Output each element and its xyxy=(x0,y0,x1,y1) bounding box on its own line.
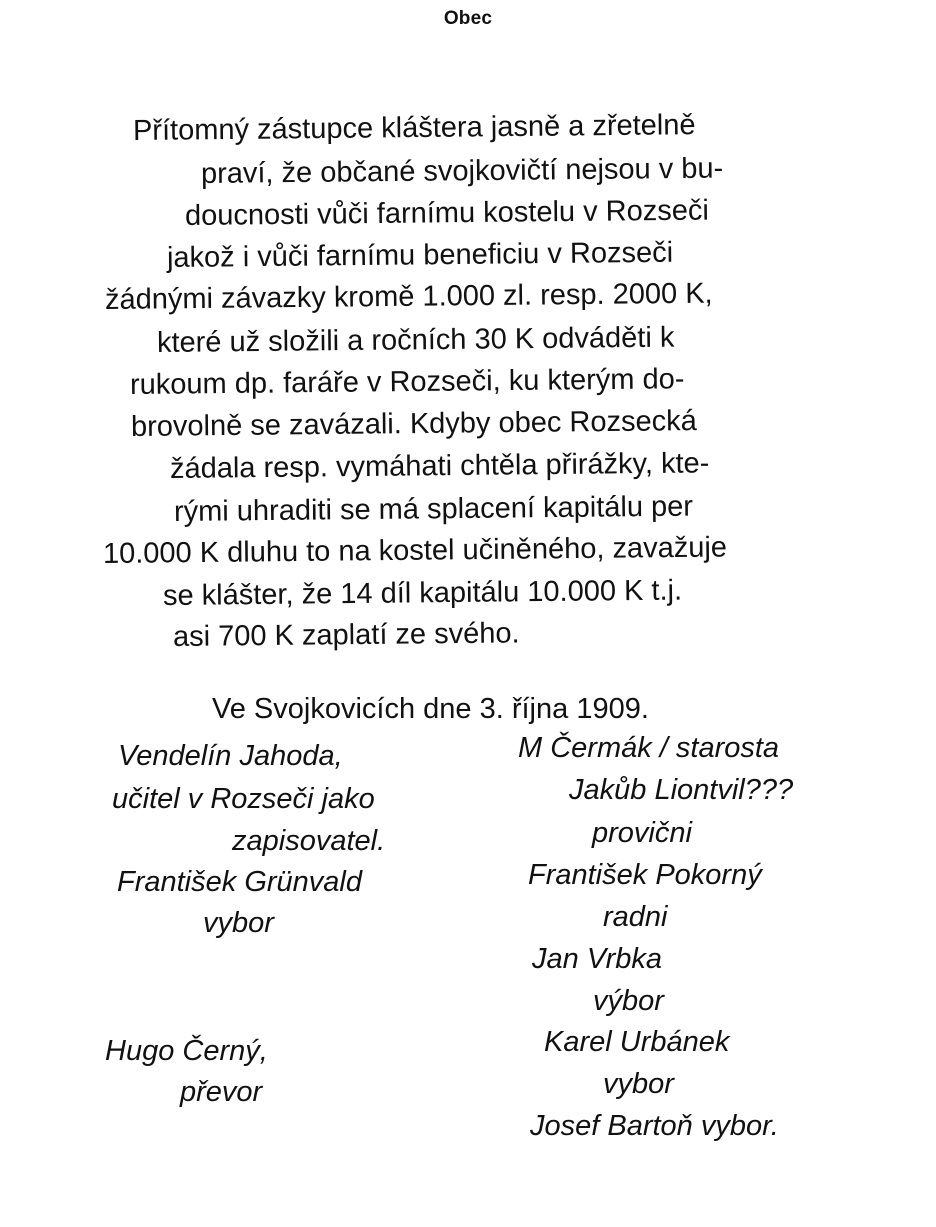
signature-line: Josef Bartoň vybor. xyxy=(530,1110,779,1142)
body-line: žádnými závazky kromě 1.000 zl. resp. 2000 K, xyxy=(104,277,713,316)
body-line: doucnosti vůči farnímu kostelu v Rozseči xyxy=(184,194,709,232)
body-line: praví, že občané svojkovičtí nejsou v bu- xyxy=(200,152,724,190)
body-line: se klášter, že 14 díl kapitálu 10.000 K t.j. xyxy=(162,574,683,612)
signature-line: učitel v Rozseči jako xyxy=(112,783,375,815)
page-header: Obec xyxy=(443,8,493,29)
body-line: 10.000 K dluhu to na kostel učiněného, zavažuje xyxy=(102,531,728,570)
body-line: jakož i vůči farnímu beneficiu v Rozseči xyxy=(166,236,674,274)
signature-line: Hugo Černý, xyxy=(105,1035,268,1067)
body-line: žádala resp. vymáhati chtěla přirážky, kte- xyxy=(169,447,710,485)
signature-line: Vendelín Jahoda, xyxy=(118,740,343,772)
date-line: Ve Svojkovicích dne 3. října 1909. xyxy=(212,693,649,725)
signature-line: Jan Vrbka xyxy=(532,943,663,975)
signature-line: výbor xyxy=(593,985,664,1017)
body-line: které už složili a ročních 30 K odváděti k xyxy=(156,321,675,359)
body-line: rými uhraditi se má splacení kapitálu per xyxy=(173,490,694,528)
body-line: asi 700 K zaplatí ze svého. xyxy=(172,617,520,653)
signature-line: vybor xyxy=(203,907,274,939)
signature-line: zapisovatel. xyxy=(232,825,386,857)
body-line: rukoum dp. faráře v Rozseči, ku kterým do- xyxy=(129,363,685,401)
signature-line: František Pokorný xyxy=(528,859,762,891)
signature-line: M Čermák / starosta xyxy=(518,732,780,764)
signature-line: František Grünvald xyxy=(117,866,362,898)
signature-line: vybor xyxy=(603,1068,674,1100)
signature-line: převor xyxy=(180,1076,263,1108)
signature-line: Karel Urbánek xyxy=(544,1026,730,1058)
signature-line: Jakůb Liontvil??? xyxy=(569,774,794,806)
body-line: Přítomný zástupce kláštera jasně a zřetelně xyxy=(132,109,696,147)
signature-line: provični xyxy=(592,817,692,849)
signature-line: radni xyxy=(603,901,668,933)
body-line: brovolně se zavázali. Kdyby obec Rozsecká xyxy=(130,405,697,443)
